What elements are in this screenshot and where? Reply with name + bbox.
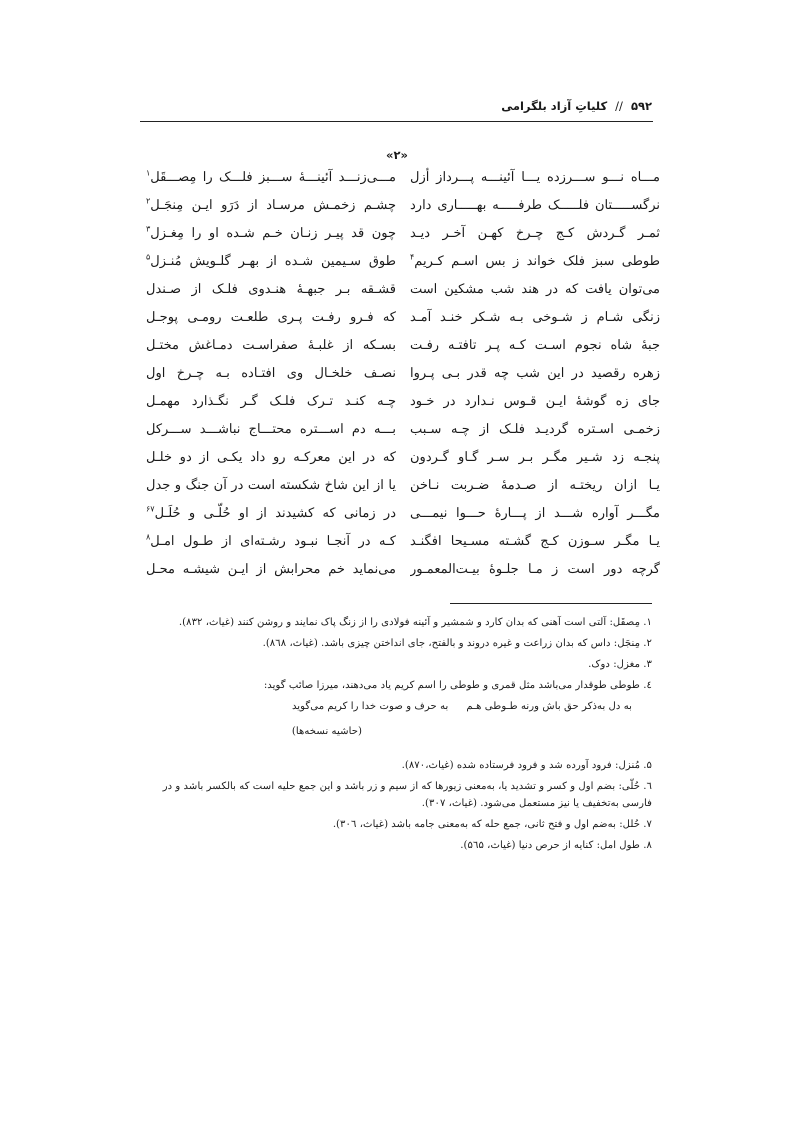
footnote-rule bbox=[450, 603, 652, 604]
hemistich-text: کـه در آنجـا نبـود رشـته‌ای از طـول امـل bbox=[150, 534, 396, 549]
verse-first-hemistich bbox=[410, 334, 660, 358]
hemistich-text: که در این معرکـه رو داد یکـی از دو خلـل bbox=[146, 450, 396, 465]
hemistich-text: یـا مگـر سـوزن کـج گشـته مسـیحا افگنـد bbox=[410, 534, 660, 549]
running-header bbox=[140, 96, 652, 116]
poem-body bbox=[130, 162, 668, 582]
verse-second-hemistich bbox=[146, 362, 396, 386]
footnote-marker: ۱ bbox=[146, 168, 151, 178]
verse-second-hemistich bbox=[146, 390, 396, 414]
verse-row bbox=[130, 162, 668, 190]
verse-first-hemistich bbox=[410, 446, 660, 470]
header-separator: // bbox=[615, 99, 623, 113]
header-rule bbox=[140, 121, 653, 122]
hemistich-text: بـــه دم اســـتره محتـــاج نباشـــد ســـرکل bbox=[146, 422, 396, 437]
hemistich-text: چشـم زخمـش مرسـاد از دَرَو ایـن مِنجَـل bbox=[150, 198, 396, 213]
verse-second-hemistich bbox=[146, 166, 396, 190]
hemistich-text: ثمـر گـردش کـج چـرخ کهـن آخـر دیـد bbox=[410, 226, 660, 241]
quoted-verse bbox=[140, 696, 652, 717]
verse-first-hemistich bbox=[410, 250, 660, 274]
hemistich-text: گرچه دور است ز مـا جلـوهٔ بیـت‌المعمـور bbox=[410, 562, 660, 577]
verse-row bbox=[130, 442, 668, 470]
verse-first-hemistich bbox=[410, 278, 660, 302]
footnote-marker: ۲ bbox=[146, 196, 151, 206]
verse-second-hemistich bbox=[146, 502, 396, 526]
verse-row bbox=[130, 330, 668, 358]
section-number: «۲» bbox=[386, 148, 408, 162]
verse-row bbox=[130, 414, 668, 442]
page-number: ۵۹۲ bbox=[630, 99, 652, 113]
hemistich-text: زخمـی اسـتره گردیـد فلـک از چـه سـبب bbox=[410, 422, 660, 437]
verse-row bbox=[130, 274, 668, 302]
verse-row bbox=[130, 218, 668, 246]
verse-first-hemistich bbox=[410, 166, 660, 190]
hemistich-text: یا از این شاخ شکسته است در آن جنگ و جدل bbox=[146, 478, 396, 493]
hemistich-text: جبهٔ شاه نجوم اسـت کـه پـر تافتـه رفـت bbox=[410, 338, 660, 353]
verse-row bbox=[130, 358, 668, 386]
footnote-marker: ۵ bbox=[146, 252, 151, 262]
hemistich-text: نرگســـــتان فلـــــک طرفـــــه بهـــــاری دارد bbox=[410, 198, 660, 213]
verse-first-hemistich bbox=[410, 306, 660, 330]
verse-row bbox=[130, 190, 668, 218]
footnote-marker: ۶ bbox=[146, 504, 151, 514]
footnote-4: ٤. طوطی طوقدار می‌باشد مثل قمری و طوطی را اسم کریم یاد می‌دهند، میرزا صائب گوید: bbox=[263, 680, 652, 691]
verse-second-hemistich bbox=[146, 222, 396, 246]
verse-second-hemistich bbox=[146, 278, 396, 302]
hemistich-text: بسـکه از غلبـهٔ صفراسـت دمـاغش مختـل bbox=[146, 338, 396, 353]
hemistich-text: چون قد پیـر زنـان خـم شـده او را مِغـزل bbox=[150, 226, 396, 241]
hemistich-text: که فـرو رفـت پـری طلعـت رومـی پوجـل bbox=[146, 310, 396, 325]
verse-row bbox=[130, 498, 668, 526]
book-title: کلیاتِ آزاد بلگرامی bbox=[501, 99, 608, 113]
verse-first-hemistich bbox=[410, 502, 660, 526]
verse-second-hemistich bbox=[146, 334, 396, 358]
verse-second-hemistich bbox=[146, 306, 396, 330]
verse-row bbox=[130, 526, 668, 554]
footnote-8: ۸. طول امل: کنایه از حرص دنیا (غیاث، ۵٦۵). bbox=[460, 840, 652, 851]
verse-row bbox=[130, 302, 668, 330]
footnote-6: ٦. حُلّی: بضم اول و کسر و تشدید یا، به‌معنی زیورها که از سیم و زر باشد و این جمع حلیه است که بالکسر باشد و در فارسی به‌تخفیف یا نیز مستعمل می‌شود. (غیاث، ۳۰۷). bbox=[162, 781, 652, 809]
footnote-marker: ۸ bbox=[146, 532, 151, 542]
hemistich-text: طوطی سبز فلک خواند ز بس اسـم کـریم bbox=[414, 254, 660, 269]
verse-first-hemistich bbox=[410, 222, 660, 246]
hemistich-text: مـــاه نـــو ســـرزده یـــا آئینـــه پـــرداز أزل bbox=[410, 170, 660, 185]
hemistich-text: نصـف خلخـال وی افتـاده بـه چـرخ اول bbox=[146, 366, 396, 381]
footnote-marker: ۷ bbox=[150, 504, 155, 514]
hemistich-text: جای زه گوشهٔ ایـن قـوس نـدارد در خـود bbox=[410, 394, 660, 409]
quoted-verse-second: به حرف و صوت خدا را کریم می‌گوید bbox=[291, 701, 449, 712]
hemistich-text: پنجـه زد شـیر مگـر بـر سـر گـاو گـردون bbox=[410, 450, 660, 465]
verse-row bbox=[130, 246, 668, 274]
verse-row bbox=[130, 554, 668, 582]
verse-second-hemistich bbox=[146, 418, 396, 442]
hemistich-text: می‌توان یافت که در هند شب مشکین است bbox=[410, 282, 660, 297]
verse-first-hemistich bbox=[410, 390, 660, 414]
verse-first-hemistich bbox=[410, 474, 660, 498]
verse-second-hemistich bbox=[146, 474, 396, 498]
hemistich-text: یـا ازان ریختـه از صـدمهٔ ضـربت نـاخن bbox=[410, 478, 660, 493]
verse-row bbox=[130, 470, 668, 498]
hemistich-text: زنگی شـام ز شـوخی بـه شـکر خنـد آمـد bbox=[410, 310, 660, 325]
verse-first-hemistich bbox=[410, 362, 660, 386]
footnote-7: ۷. حُلل: به‌ضم اول و فتح ثانی، جمع حله که به‌معنی جامه باشد (غیاث، ۳۰٦). bbox=[332, 819, 652, 830]
quoted-verse-first: به دل به‌ذکر حق باش ورنه طـوطی هـم bbox=[466, 701, 632, 712]
verse-second-hemistich bbox=[146, 446, 396, 470]
verse-first-hemistich bbox=[410, 194, 660, 218]
hemistich-text: می‌نماید خم محرابش از ایـن شیشـه محـل bbox=[146, 562, 396, 577]
verse-first-hemistich bbox=[410, 558, 660, 582]
hemistich-text: مگـــر آواره شـــد از پـــارهٔ حـــوا نیمـــی bbox=[410, 506, 660, 521]
hemistich-text: قشـقه بـر جبهـهٔ هنـدوی فلـک از صـندل bbox=[146, 282, 396, 297]
footnotes bbox=[140, 612, 652, 856]
hemistich-text: مـــی‌زنـــد آئینـــهٔ ســـبز فلـــک را مِصـــقَل bbox=[150, 170, 396, 185]
quote-source: (حاشیه نسخه‌ها) bbox=[291, 726, 362, 737]
verse-second-hemistich bbox=[146, 530, 396, 554]
footnote-2: ۲. مِنجَل: داس که بدان زراعت و غیره دروند و بالفتح، جای انداختن چیزی باشد. (غیاث، ۸٦۸). bbox=[262, 638, 652, 649]
hemistich-text: طوق سـیمین شـده از بهـر گلـویش مُنـزل bbox=[150, 254, 396, 269]
hemistich-text: چـه کنـد تـرک فلـک گـر نگـذارد مهمـل bbox=[146, 394, 396, 409]
verse-second-hemistich bbox=[146, 558, 396, 582]
verse-second-hemistich bbox=[146, 194, 396, 218]
footnote-1: ۱. مِصقَل: آلتی است آهنی که بدان کارد و شمشیر و آئینه فولادی را از زنگ پاک نمایند و روشن کنند (غیاث، ۸۳۲). bbox=[178, 617, 652, 628]
footnote-3: ۳. مغزل: دوک. bbox=[588, 659, 652, 670]
verse-first-hemistich bbox=[410, 418, 660, 442]
verse-first-hemistich bbox=[410, 530, 660, 554]
footnote-5: ۵. مُنزل: فرود آورده شد و فرود فرستاده شده (غیاث،۸۷۰). bbox=[401, 760, 652, 771]
footnote-marker: ۳ bbox=[146, 224, 151, 234]
hemistich-text: در زمانی که کشیدند از او حُلّـی و حُلَـل bbox=[154, 506, 396, 521]
verse-second-hemistich bbox=[146, 250, 396, 274]
verse-row bbox=[130, 386, 668, 414]
hemistich-text: زهره رقصید در این شب چه قدر بـی پـروا bbox=[410, 366, 660, 381]
footnote-marker: ۴ bbox=[410, 252, 415, 262]
